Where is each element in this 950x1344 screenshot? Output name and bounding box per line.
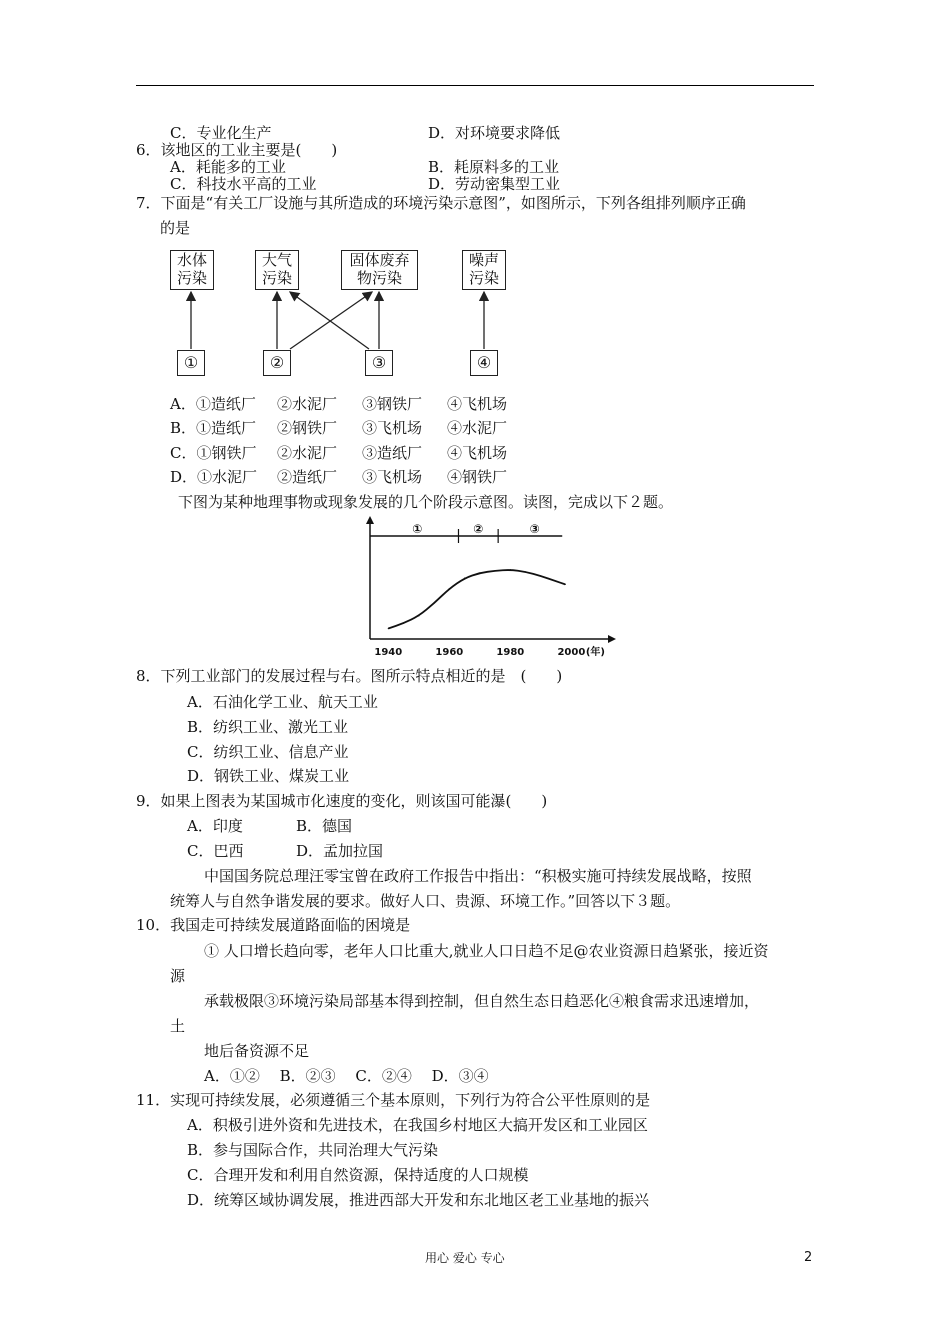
series-line <box>388 570 565 628</box>
series-point-11 <box>556 581 557 582</box>
q7-option-c-2: ②水泥厂 <box>277 444 338 462</box>
series-point-5 <box>464 578 465 579</box>
q7-stem-line1: 7．下面是“有关工厂设施与其所造成的环境污染示意图”，如图所示，下列各组排列顺序正确 <box>136 194 746 212</box>
footer-slogan: 用心 爱心 专心 <box>425 1251 505 1265</box>
q10-item-line3: 承载极限③环境污染局部基本得到控制，但自然生态日趋恶化④粮食需求迅速增加， <box>204 992 760 1010</box>
q11-option-a: A．积极引进外资和先进技术，在我国乡村地区大搞开发区和工业园区 <box>187 1116 648 1134</box>
q7-option-d-2: ②造纸厂 <box>277 468 338 486</box>
source-1: ① <box>177 350 205 376</box>
q7-option-d-4: ④钢铁厂 <box>447 468 508 486</box>
stage-label-3: ③ <box>529 522 540 536</box>
x-tick-label-1940: 1940 <box>374 647 403 658</box>
stage-development-chart <box>360 514 620 664</box>
q6-option-a: A．耗能多的工业 <box>170 158 286 176</box>
q7-option-b-4: ④水泥厂 <box>447 419 508 437</box>
q7-option-a-2: ②水泥厂 <box>277 395 338 413</box>
chart-y-axis-arrow <box>366 516 374 524</box>
q7-option-a-1: A．①造纸厂 <box>170 395 256 413</box>
series-point-8 <box>510 569 511 570</box>
q7-option-a-4: ④飞机场 <box>447 395 508 413</box>
stage-label-1: ① <box>412 522 423 536</box>
box-water-pollution: 水体 污染 <box>170 250 214 290</box>
q9-option-d: D．孟加拉国 <box>296 842 384 860</box>
stage-label-2: ② <box>473 522 484 536</box>
page-number: 2 <box>804 1250 813 1265</box>
q7-option-d-3: ③飞机场 <box>362 468 423 486</box>
source-2: ② <box>263 350 291 376</box>
box-noise-pollution: 噪声 污染 <box>462 250 506 290</box>
intro-q8-q9: 下图为某种地理事物或现象发展的几个阶段示意图。读图，完成以下２题。 <box>178 493 674 511</box>
q8-stem: 8．下列工业部门的发展过程与右。图所示特点相近的是 ( ) <box>136 667 563 685</box>
q6-stem: 6．该地区的工业主要是( ) <box>136 141 338 159</box>
x-tick-label-1980: 1980 <box>496 647 525 658</box>
q7-option-b-2: ②钢铁厂 <box>277 419 338 437</box>
x-tick-label-2000: 2000 <box>557 647 586 658</box>
box-air-pollution: 大气 污染 <box>255 250 299 290</box>
q10-options: A．①② B．②③ C．②④ D．③④ <box>204 1067 489 1085</box>
chart-x-axis-arrow <box>608 635 616 643</box>
q10-item-line1: ① 人口增长趋向零，老年人口比重大,就业人口日趋不足@农业资源日趋紧张，接近资 <box>204 942 769 960</box>
q11-option-b: B．参与国际合作，共同治理大气污染 <box>187 1141 439 1159</box>
q11-option-d: D．统筹区域协调发展，推进西部大开发和东北地区老工业基地的振兴 <box>187 1191 650 1209</box>
source-4: ④ <box>470 350 498 376</box>
q9-option-c: C．巴西 <box>187 842 244 860</box>
q11-stem: 11．实现可持续发展，必须遵循三个基本原则，下列行为符合公平性原则的是 <box>136 1091 651 1109</box>
q7-option-c-3: ③造纸厂 <box>362 444 423 462</box>
source-3: ③ <box>365 350 393 376</box>
q7-option-c-4: ④飞机场 <box>447 444 508 462</box>
q11-option-c: C．合理开发和利用自然资源，保持适度的人口规模 <box>187 1166 529 1184</box>
q8-option-a: A．石油化学工业、航天工业 <box>187 693 378 711</box>
q7-option-a-3: ③钢铁厂 <box>362 395 423 413</box>
box-solid-waste-pollution: 固体废弃 物污染 <box>341 250 418 290</box>
q10-item-line2: 源 <box>170 967 186 985</box>
series-point-10 <box>540 575 541 576</box>
q10-item-line4: 土 <box>170 1017 186 1035</box>
q6-option-d: D．劳动密集型工业 <box>428 175 561 193</box>
q7-stem-line2: 的是 <box>160 219 191 237</box>
series-point-3 <box>433 603 434 604</box>
series-point-1 <box>403 623 404 624</box>
series-point-9 <box>525 571 526 572</box>
q10-item-line5: 地后备资源不足 <box>204 1042 310 1060</box>
intro-q10-line2: 统筹人与自然争谐发展的要求。做好人口、贵源、环境工作。”回答以下３题。 <box>170 892 681 910</box>
q7-option-b-3: ③飞机场 <box>362 419 423 437</box>
q8-option-c: C．纺织工业、信息产业 <box>187 743 349 761</box>
intro-q10-line1: 中国国务院总理汪零宝曾在政府工作报告中指出：“积极实施可持续发展战略，按照 <box>204 867 752 885</box>
series-point-0 <box>388 628 389 629</box>
diagram-arrows <box>0 0 950 400</box>
q7-option-d-1: D．①水泥厂 <box>170 468 258 486</box>
q5-option-d: D．对环境要求降低 <box>428 124 561 142</box>
x-tick-label-1960: 1960 <box>435 647 464 658</box>
x-axis-unit-label: (年) <box>585 647 605 658</box>
q9-stem: 9．如果上图表为某国城市化速度的变化，则该国可能瀑( ) <box>136 792 548 810</box>
q7-option-b-1: B．①造纸厂 <box>170 419 257 437</box>
series-point-2 <box>418 615 419 616</box>
series-point-12 <box>565 584 566 585</box>
q6-option-c: C．科技水平高的工业 <box>170 175 317 193</box>
q9-option-b: B．德国 <box>296 817 353 835</box>
q9-option-a: A．印度 <box>187 817 243 835</box>
q5-option-c: C．专业化生产 <box>170 124 272 142</box>
series-point-7 <box>495 570 496 571</box>
q8-option-d: D．钢铁工业、煤炭工业 <box>187 767 350 785</box>
q6-option-b: B．耗原料多的工业 <box>428 158 560 176</box>
series-point-4 <box>449 588 450 589</box>
q7-option-c-1: C．①钢铁厂 <box>170 444 257 462</box>
q10-stem: 10．我国走可持续发展道路面临的困境是 <box>136 916 411 934</box>
series-point-6 <box>479 572 480 573</box>
q8-option-b: B．纺织工业、激光工业 <box>187 718 349 736</box>
